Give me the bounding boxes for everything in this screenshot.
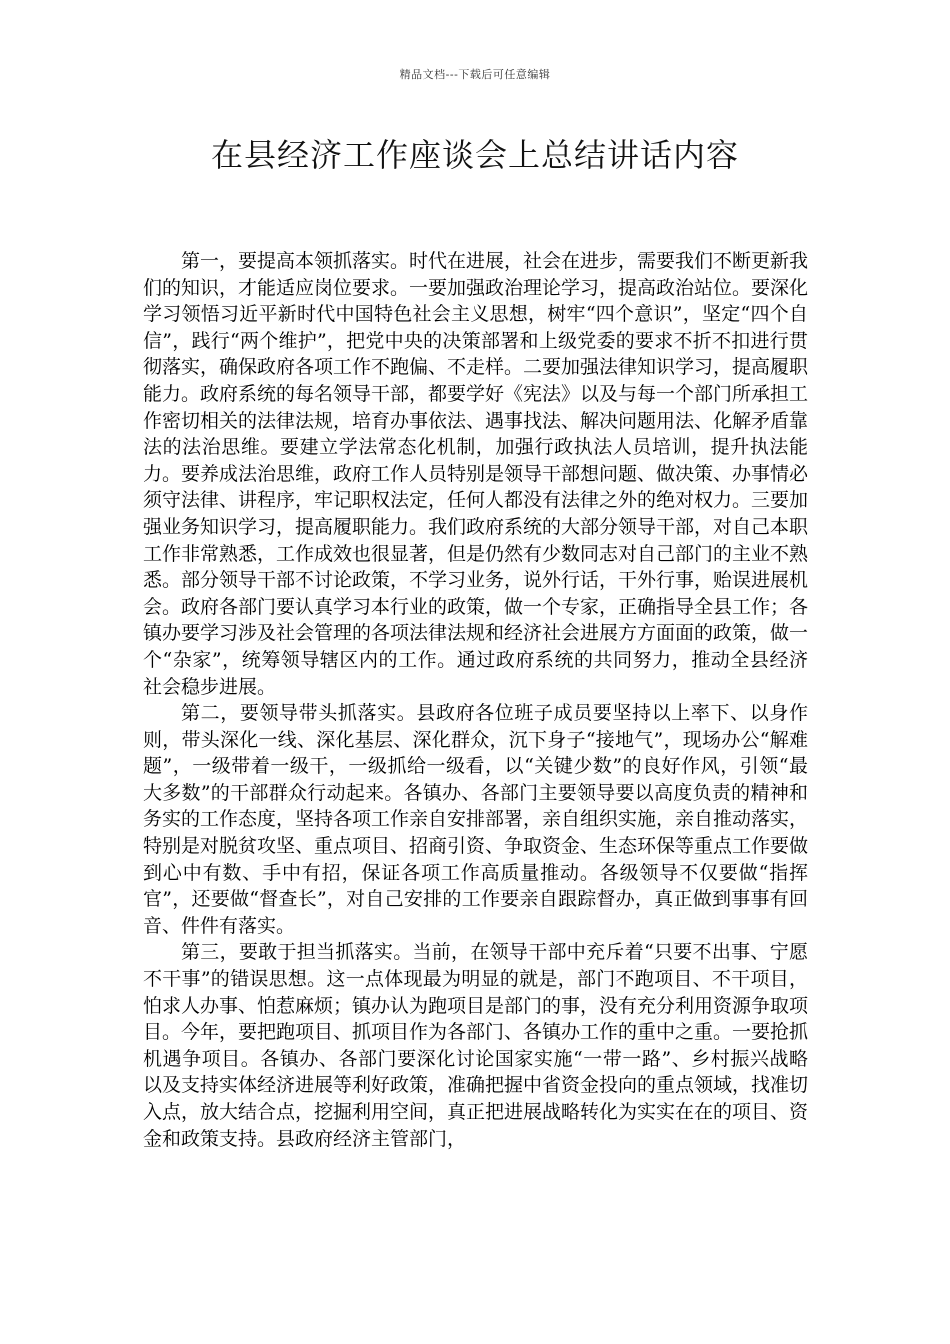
paragraph-1: 第一，要提高本领抓落实。时代在进展，社会在进步，需要我们不断更新我们的知识，才能适应岗位要求。一要加强政治理论学习，提高政治站位。要深化学习领悟习近平新时代中国特色社会主义思想，树牢“四个意识”，坚定“四个自信”，践行“两个维护”，把党中央的决策部署和上级党委的要求不折不扣进行贯彻落实，确保政府各项工作不跑偏、不走样。二要加强法律知识学习，提高履职能力。政府系统的每名领导干部，都要学好《宪法》以及与每一个部门所承担工作密切相关的法律法规，培育办事依法、遇事找法、解决问题用法、化解矛盾靠法的法治思维。要建立学法常态化机制，加强行政执法人员培训，提升执法能力。要养成法治思维，政府工作人员特别是领导干部想问题、做决策、办事情必须守法律、讲程序，牢记职权法定，任何人都没有法律之外的绝对权力。三要加强业务知识学习，提高履职能力。我们政府系统的大部分领导干部，对自己本职工作非常熟悉，工作成效也很显著，但是仍然有少数同志对自己部门的主业不熟悉。部分领导干部不讨论政策，不学习业务，说外行话，干外行事，贻误进展机会。政府各部门要认真学习本行业的政策，做一个专家，正确指导全县工作；各镇办要学习涉及社会管理的各项法律法规和经济社会进展方方面面的政策，做一个“杂家”，统筹领导辖区内的工作。通过政府系统的共同努力，推动全县经济社会稳步进展。 [143, 250, 809, 698]
document-title: 在县经济工作座谈会上总结讲话内容 [210, 136, 739, 174]
header-note: 精品文档---下载后可任意编辑 [399, 68, 551, 81]
paragraph-2: 第二，要领导带头抓落实。县政府各位班子成员要坚持以上率下、以身作则，带头深化一线、深化基层、深化群众，沉下身子“接地气”，现场办公“解难题”，一级带着一级干，一级抓给一级看，以“关键少数”的良好作风，引领“最大多数”的干部群众行动起来。各镇办、各部门主要领导要以高度负责的精神和务实的工作态度，坚持各项工作亲自安排部署，亲自组织实施，亲自推动落实，特别是对脱贫攻坚、重点项目、招商引资、争取资金、生态环保等重点工作要做到心中有数、手中有招，保证各项工作高质量推动。各级领导不仅要做“指挥官”，还要做“督查长”，对自己安排的工作要亲自跟踪督办，真正做到事事有回音、件件有落实。 [143, 702, 809, 937]
paragraph-3: 第三，要敢于担当抓落实。当前，在领导干部中充斥着“只要不出事、宁愿不干事”的错误思想。这一点体现最为明显的就是，部门不跑项目、不干项目，怕求人办事、怕惹麻烦；镇办认为跑项目是部门的事，没有充分利用资源争取项目。今年，要把跑项目、抓项目作为各部门、各镇办工作的重中之重。一要抢抓机遇争项目。各镇办、各部门要深化讨论国家实施“一带一路”、乡村振兴战略以及支持实体经济进展等利好政策，准确把握中省资金投向的重点领域，找准切入点，放大结合点，挖掘利用空间，真正把进展战略转化为实实在在的项目、资金和政策支持。县政府经济主管部门， [143, 941, 809, 1150]
document-body [143, 248, 808, 1152]
